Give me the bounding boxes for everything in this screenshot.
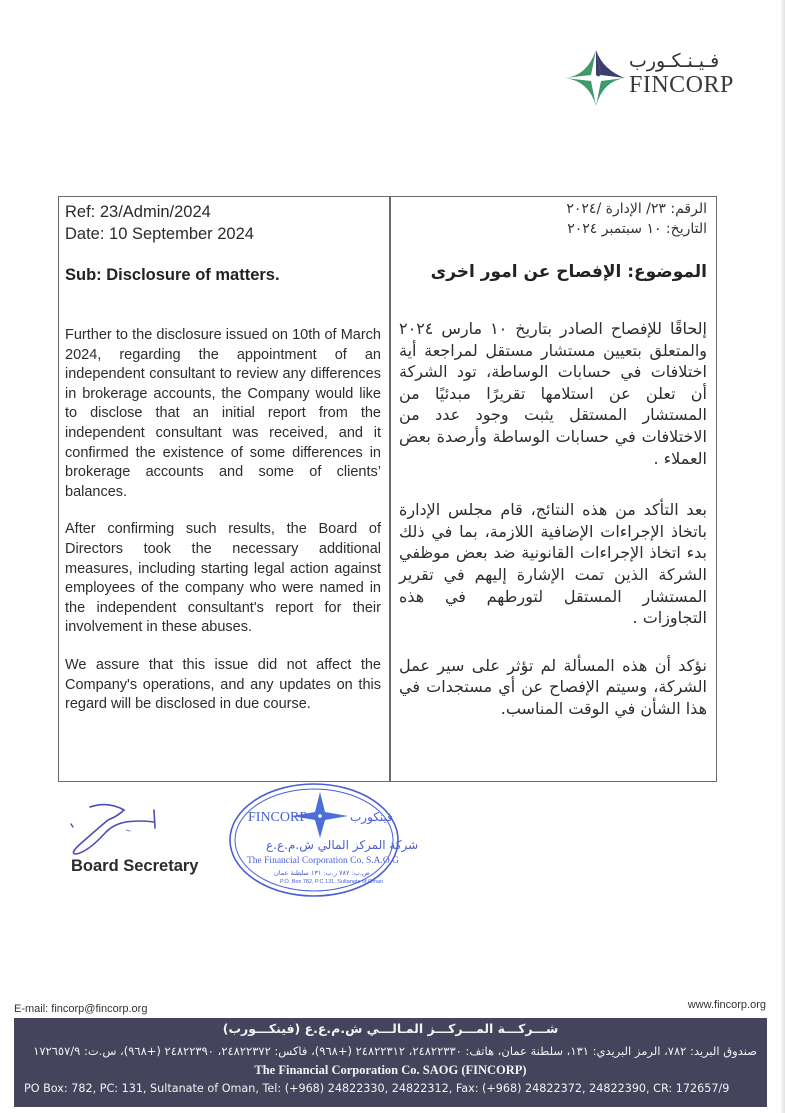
english-paragraph-3: We assure that this issue did not affect the Company's operations, and any updates on this regard will be disclosed in due course.: [65, 656, 381, 713]
subject-line: Sub: Disclosure of matters.: [65, 266, 280, 284]
stamp-english-po-box: P.O. Box 782, P.C 131, Sultanate of Oman: [280, 879, 384, 885]
arabic-column: [391, 197, 717, 781]
arabic-reference-number: الرقم: ٢٣/ الإدارة /٢٠٢٤: [566, 201, 707, 217]
handwritten-signature: [68, 802, 168, 858]
footer-english-company-name: The Financial Corporation Co. SAOG (FINCORP): [254, 1063, 527, 1077]
footer-email-link[interactable]: E-mail: fincorp@fincorp.org: [14, 1003, 148, 1015]
footer-contact-band: [14, 1018, 767, 1107]
footer-english-address: PO Box: 782, PC: 131, Sultanate of Oman, Tel: (+968) 24822330, 24822312, Fax: (+968) 24822372, 24822390, CR: 172657/9: [24, 1082, 730, 1095]
footer-arabic-company-name: شـــركـــة المـــركـــز المـالـــي ش.م.ع.ع (فينكـــورب): [222, 1021, 559, 1036]
arabic-subject-line: الموضوع: الإفصاح عن امور اخرى: [430, 262, 707, 282]
disclosure-table: [58, 196, 717, 782]
fincorp-logo: [565, 48, 740, 110]
arabic-paragraph-1: إلحاقًا للإفصاح الصادر بتاريخ ١٠ مارس ٢٠٢٤ والمتعلق بتعيين مستشار مستقل لمراجعة أية اختلافات في حسابات الوساطة، تود الشركة أن تعلن عن استلامها تقريرًا مبدئيًا من المستشار المستقل يثبت وجود عدد من الاختلافات في حسابات الوساطة وأرصدة بعض العملاء .: [399, 319, 707, 468]
footer-arabic-address: صندوق البريد: ٧٨٢، الرمز البريدي: ١٣١، سلطنة عمان، هاتف: ٢٤٨٢٢٣٣٠، ٢٤٨٢٢٣١٢ (+٩٦٨)، فاكس: ٢٤٨٢٢٣٧٢، ٢٤٨٢٢٣٩٠ (+٩٦٨)، س.ت: ١٧٢٦٥٧/٩: [33, 1044, 757, 1058]
logo-english-text: FINCORP: [629, 72, 734, 98]
english-column: [59, 197, 389, 781]
arabic-letter-date: التاريخ: ١٠ سبتمبر ٢٠٢٤: [567, 221, 707, 237]
stamp-english-name: FINCORP: [248, 810, 308, 825]
footer-website-link[interactable]: www.fincorp.org: [687, 999, 766, 1011]
page-edge-shadow: [781, 0, 785, 1113]
signatory-title: Board Secretary: [71, 857, 199, 875]
stamp-arabic-company: شركة المركز المالي ش.م.ع.ع: [266, 838, 419, 852]
logo-arabic-text: فـيـنـكـورب: [629, 50, 720, 72]
star-logo-icon: [565, 50, 627, 106]
letter-date: Date: 10 September 2024: [65, 225, 254, 243]
reference-number: Ref: 23/Admin/2024: [65, 203, 211, 221]
arabic-paragraph-2: بعد التأكد من هذه النتائج، قام مجلس الإدارة باتخاذ الإجراءات الإضافية اللازمة، بما في ذلك بدء اتخاذ الإجراءات القانونية ضد بعض موظفي الشركة الذين تمت الإشارة إليهم في تقرير المستشار المستقل لتورطهم في هذه التجاوزات .: [399, 500, 707, 628]
company-stamp: [228, 782, 419, 898]
stamp-english-company: The Financial Corporation Co. S.A.O.G: [247, 856, 399, 866]
stamp-arabic-po-box: ص.ب: ٧٨٢ ر.ب: ١٣١ سلطنة عمان: [274, 869, 370, 877]
arabic-paragraph-3: نؤكد أن هذه المسألة لم تؤثر على سير عمل الشركة، وسيتم الإفصاح عن أي مستجدات في هذا الشأن في الوقت المناسب.: [399, 655, 707, 718]
stamp-arabic-name: فينكورب: [350, 810, 393, 824]
english-paragraph-1: Further to the disclosure issued on 10th of March 2024, regarding the appointment of an independent consultant to review any differences in brokerage accounts, the Company would like to disclose that an initial report from the independent consultant was received, and it confirmed the existence of some differences in brokerage accounts and some of clients’ balances.: [65, 327, 381, 500]
english-paragraph-2: After confirming such results, the Board of Directors took the necessary additional measures, including starting legal action against employees of the company who were named in the independent consultant's report for their involvement in these abuses.: [65, 521, 381, 636]
